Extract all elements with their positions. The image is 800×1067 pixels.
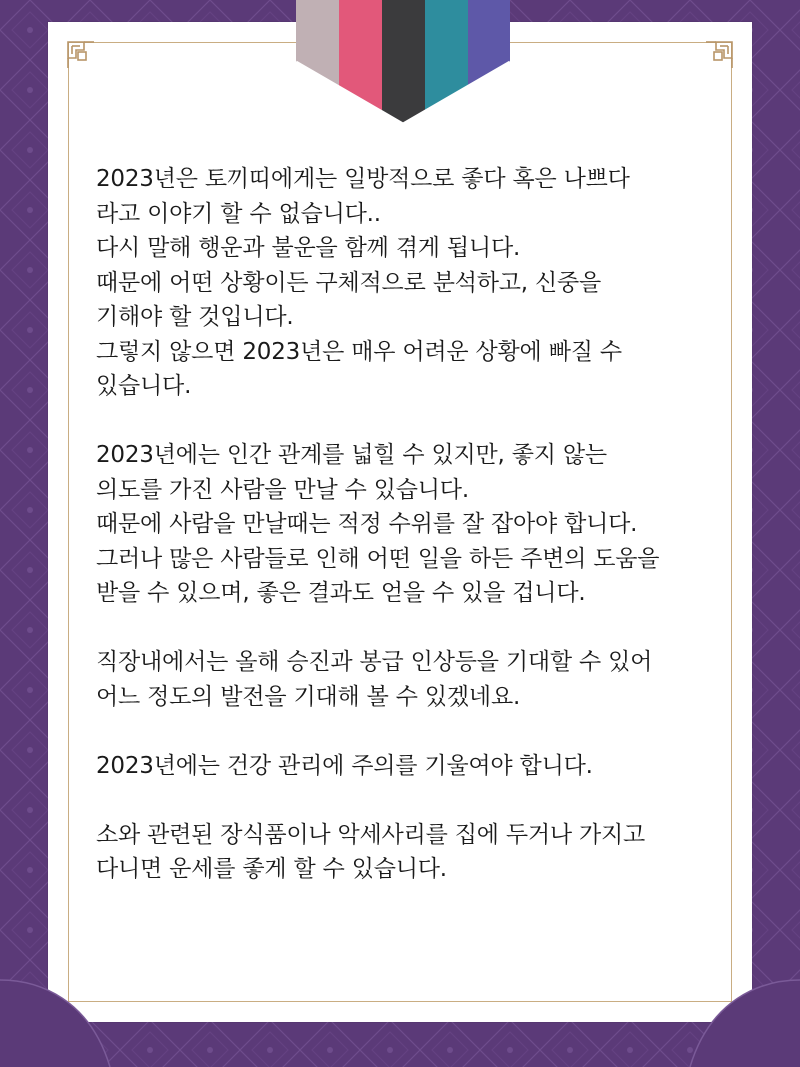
paragraph: [96, 749, 736, 784]
text-line: 의도를 가진 사람을 만날 수 있습니다.: [96, 476, 469, 503]
color-ribbon: [296, 0, 510, 124]
text-line: 받을 수 있으며, 좋은 결과도 얻을 수 있을 겁니다.: [96, 580, 586, 606]
text-line: 소와 관련된 장식품이나 악세사리를 집에 두거나 가지고: [96, 821, 646, 848]
text-line: 2023년은 토끼띠에게는 일방적으로 좋다 혹은 나쁘다: [96, 166, 630, 192]
paragraph: [96, 438, 736, 611]
text-line: 때문에 어떤 상황이든 구체적으로 분석하고, 신중을: [96, 269, 602, 296]
text-line: 2023년에는 건강 관리에 주의를 기울여야 합니다.: [96, 752, 593, 779]
paragraph: [96, 162, 736, 404]
text-line: 다시 말해 행운과 불운을 함께 겪게 됩니다.: [96, 235, 521, 261]
text-line: 다니면 운세를 좋게 할 수 있습니다.: [96, 856, 447, 882]
text-line: 어느 정도의 발전을 기대해 볼 수 있겠네요.: [96, 683, 521, 710]
bottom-wave-decoration: [0, 960, 800, 1067]
text-line: 때문에 사람을 만날때는 적정 수위를 잘 잡아야 합니다.: [96, 511, 638, 537]
corner-ornament-icon: [700, 38, 736, 74]
text-line: 직장내에서는 올해 승진과 봉급 인상등을 기대할 수 있어: [96, 649, 653, 675]
text-line: 기해야 할 것입니다.: [96, 304, 294, 330]
text-line: 2023년에는 인간 관계를 넓힐 수 있지만, 좋지 않는: [96, 442, 607, 468]
text-line: 그렇지 않으면 2023년은 매우 어려운 상황에 빠질 수: [96, 338, 622, 365]
text-line: 있습니다.: [96, 373, 192, 399]
paragraph: [96, 818, 736, 887]
fortune-text: [96, 162, 736, 921]
paragraph: [96, 645, 736, 714]
text-line: 라고 이야기 할 수 없습니다..: [96, 200, 381, 227]
corner-ornament-icon: [64, 38, 100, 74]
text-line: 그러나 많은 사람들로 인해 어떤 일을 하든 주변의 도움을: [96, 545, 660, 572]
